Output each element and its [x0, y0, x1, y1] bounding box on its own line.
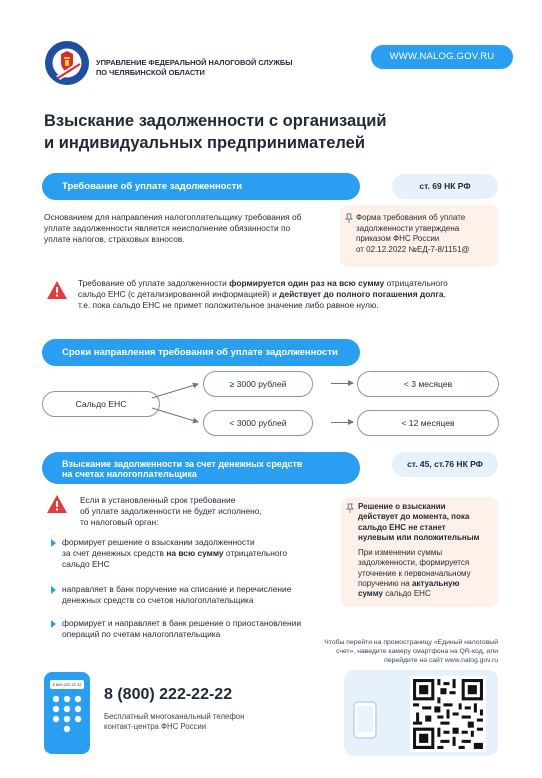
term-low-pill: < 12 месяцев: [357, 410, 499, 436]
section-demand-bar: [42, 173, 360, 200]
recovery-decision-note: [341, 497, 498, 607]
note-line: от 02.12.2022 №ЕД-7-8/1151@: [356, 244, 470, 254]
amount-high-pill: ≥ 3000 рублей: [203, 371, 313, 397]
warning-text-part: Требование об уплате задолженности: [78, 278, 230, 288]
demand-basis-text: Основанием для направления налогоплательщику требования об уплате задолженности является неисполнение обязанности по уплате налогов, страховых взносов.: [44, 212, 302, 244]
note-line: [358, 579, 496, 589]
arrow-right-icon: [331, 422, 353, 423]
smartphone-scan-icon: [346, 700, 386, 740]
article-badge-69: ст. 69 НК РФ: [392, 174, 498, 199]
qr-instructions-line: Чтобы перейти на промостраницу «Единый налоговый: [324, 639, 498, 646]
warning-text-bold: действует до полного погашения долга: [279, 289, 444, 299]
warning-text-part: отрицательного сальдо ЕНС (с детализированной информацией) и: [78, 278, 448, 299]
note-text-bold: сумму: [358, 589, 383, 599]
page-title-line1: Взыскание задолженности с организаций: [44, 112, 387, 130]
section-recovery-title-line2: на счетах налогоплательщика: [62, 469, 197, 479]
note-line: [358, 589, 496, 599]
qr-instructions-line: счет», наведите камеру смартфона на QR-код, или: [336, 648, 498, 655]
list-item-bold: на всю сумму: [166, 548, 224, 558]
warning-text-bold: формируется один раз на всю сумму: [229, 278, 385, 288]
note-text-bold: актуальную: [411, 579, 460, 589]
note-line: При изменении суммы: [358, 548, 443, 558]
note-line: действует до момента, пока: [358, 512, 470, 522]
note-line: уточнение к первоначальному: [358, 568, 471, 578]
list-item: [62, 537, 332, 570]
qr-instructions: [280, 638, 498, 665]
warning-line: Если в установленный срок требование: [80, 495, 236, 505]
warning-icon: [46, 494, 68, 514]
branch-arrows: [148, 378, 204, 430]
recovery-warning-text: [80, 495, 330, 528]
note-line: Форма требования об уплате: [356, 213, 466, 222]
note-line: сальдо ЕНС не станет: [358, 522, 446, 532]
qr-code[interactable]: [410, 676, 486, 752]
warning-icon: [46, 280, 68, 300]
list-item-line: направляет в банк поручение на списание и перечисление: [62, 584, 292, 594]
section-terms-bar: [42, 339, 360, 366]
article-badge-45-76: ст. 45, ст.76 НК РФ: [392, 452, 498, 477]
phone-icon: [44, 672, 90, 754]
list-item-line: [62, 548, 332, 559]
demand-form-note: [340, 205, 498, 267]
note-text: сальдо ЕНС: [382, 589, 431, 599]
organization-name-line2: ПО ЧЕЛЯБИНСКОЙ ОБЛАСТИ: [96, 68, 205, 77]
list-item-text: за счет денежных средств: [62, 548, 167, 558]
keypad-icon: [51, 694, 83, 734]
section-terms-title: Сроки направления требования об уплате задолженности: [62, 347, 338, 358]
list-item-line: формирует и направляет в банк решение о приостановлении: [62, 618, 301, 628]
list-item-line: денежных средств со счетов налогоплательщика: [62, 595, 254, 605]
note-line: приказом ФНС России: [356, 234, 440, 243]
note-line: задолженности утверждена: [356, 223, 460, 233]
note-line: нулевым или положительным: [358, 532, 480, 542]
organization-name: [96, 58, 296, 78]
hotline-description-line: Бесплатный многоканальный телефон: [104, 712, 245, 721]
arrow-right-icon: [331, 383, 353, 384]
pin-icon: [344, 213, 354, 223]
section-recovery-bar: [42, 452, 360, 484]
list-item-line: сальдо ЕНС: [62, 559, 110, 569]
list-item-line: операций по счетам налогоплательщика: [62, 629, 221, 639]
term-high-pill: < 3 месяцев: [357, 371, 499, 397]
warning-text-part: , т.е. пока сальдо ЕНС не примет положительное значение либо равное нулю.: [78, 289, 446, 310]
list-item: [62, 584, 332, 606]
hotline-description-line: контакт-центра ФНС России: [104, 722, 207, 731]
list-item: [62, 618, 332, 640]
note-line: Решение о взыскании: [358, 502, 446, 511]
page-title: [44, 110, 464, 154]
fns-emblem-logo: [44, 40, 90, 86]
section-recovery-title-line1: Взыскание задолженности за счет денежных средств: [62, 459, 303, 469]
note-line: задолженности, формируется: [358, 558, 470, 568]
pin-icon: [345, 503, 355, 513]
demand-warning-text: [78, 278, 458, 311]
note-text: поручению на: [358, 579, 412, 589]
list-item-text: отрицательного: [223, 548, 288, 558]
warning-line: об уплате задолженности не будет исполнено,: [80, 506, 262, 516]
site-link[interactable]: WWW.NALOG.GOV.RU: [371, 45, 513, 69]
amount-low-pill: < 3000 рублей: [203, 410, 313, 436]
ens-balance-pill: Сальдо ЕНС: [42, 391, 160, 417]
qr-instructions-line: перейдите на сайт www.nalog.gov.ru: [384, 657, 498, 664]
section-demand-title: Требование об уплате задолженности: [62, 181, 243, 192]
list-item-line: формирует решение о взыскании задолженности: [62, 537, 255, 547]
phone-screen: 8 800 222 22 22: [50, 680, 84, 689]
warning-line: то налоговый орган:: [80, 517, 159, 527]
hotline-description: [104, 712, 324, 732]
hotline-phone[interactable]: 8 (800) 222-22-22: [104, 686, 233, 703]
page-title-line2: и индивидуальных предпринимателей: [44, 134, 365, 152]
organization-name-line1: УПРАВЛЕНИЕ ФЕДЕРАЛЬНОЙ НАЛОГОВОЙ СЛУЖБЫ: [96, 58, 293, 67]
